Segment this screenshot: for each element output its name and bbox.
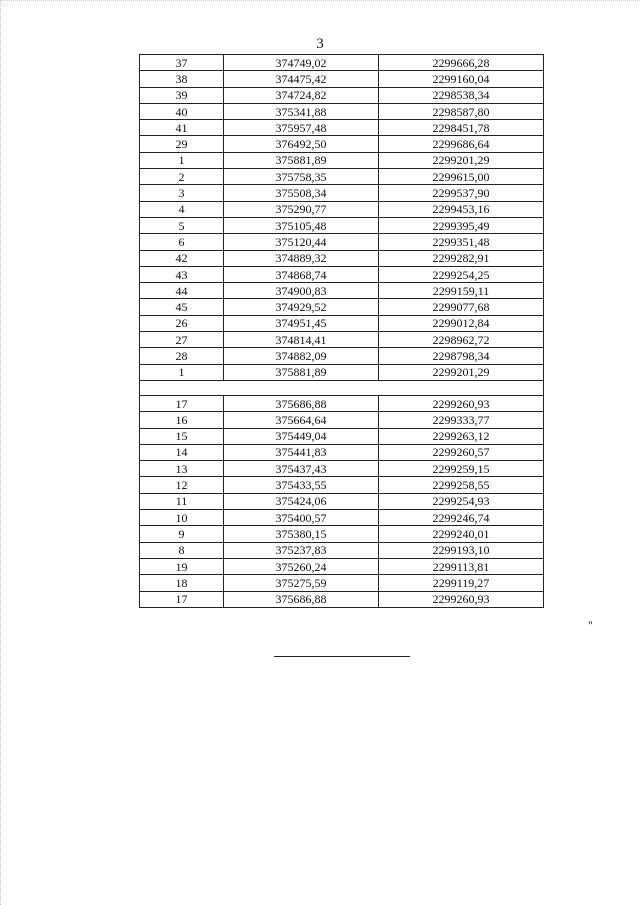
point-number-cell: 27 [140, 332, 224, 348]
table-row [140, 395, 544, 411]
table-row [140, 591, 544, 607]
x-coordinate-cell: 375380,15 [224, 526, 379, 542]
x-coordinate-cell: 375686,88 [224, 395, 379, 411]
table-row [140, 217, 544, 233]
table-row [140, 364, 544, 380]
table-row [140, 412, 544, 428]
point-number-cell: 17 [140, 395, 224, 411]
point-number-cell: 38 [140, 71, 224, 87]
table-row [140, 493, 544, 509]
table-row [140, 575, 544, 591]
y-coordinate-cell: 2298587,80 [379, 103, 544, 119]
y-coordinate-cell: 2299113,81 [379, 558, 544, 574]
point-number-cell: 28 [140, 348, 224, 364]
coordinates-table-body [140, 55, 544, 608]
x-coordinate-cell: 375290,77 [224, 201, 379, 217]
point-number-cell: 11 [140, 493, 224, 509]
y-coordinate-cell: 2299119,27 [379, 575, 544, 591]
scan-left-edge [0, 0, 3, 905]
y-coordinate-cell: 2299012,84 [379, 315, 544, 331]
point-number-cell: 42 [140, 250, 224, 266]
point-number-cell: 17 [140, 591, 224, 607]
y-coordinate-cell: 2299666,28 [379, 55, 544, 71]
x-coordinate-cell: 374951,45 [224, 315, 379, 331]
table-row [140, 169, 544, 185]
point-number-cell: 37 [140, 55, 224, 71]
table-row [140, 477, 544, 493]
x-coordinate-cell: 375105,48 [224, 217, 379, 233]
y-coordinate-cell: 2299201,29 [379, 152, 544, 168]
point-number-cell: 1 [140, 152, 224, 168]
table-row [140, 461, 544, 477]
point-number-cell: 9 [140, 526, 224, 542]
y-coordinate-cell: 2299351,48 [379, 234, 544, 250]
y-coordinate-cell: 2299246,74 [379, 510, 544, 526]
table-row [140, 152, 544, 168]
x-coordinate-cell: 375508,34 [224, 185, 379, 201]
point-number-cell: 2 [140, 169, 224, 185]
y-coordinate-cell: 2299193,10 [379, 542, 544, 558]
point-number-cell: 44 [140, 283, 224, 299]
y-coordinate-cell: 2299537,90 [379, 185, 544, 201]
y-coordinate-cell: 2299254,93 [379, 493, 544, 509]
y-coordinate-cell: 2298798,34 [379, 348, 544, 364]
point-number-cell: 6 [140, 234, 224, 250]
table-row [140, 299, 544, 315]
x-coordinate-cell: 374900,83 [224, 283, 379, 299]
x-coordinate-cell: 374814,41 [224, 332, 379, 348]
x-coordinate-cell: 375686,88 [224, 591, 379, 607]
table-row [140, 526, 544, 542]
table-row [140, 542, 544, 558]
point-number-cell: 4 [140, 201, 224, 217]
table-row [140, 185, 544, 201]
x-coordinate-cell: 374889,32 [224, 250, 379, 266]
y-coordinate-cell: 2299282,91 [379, 250, 544, 266]
y-coordinate-cell: 2299263,12 [379, 428, 544, 444]
x-coordinate-cell: 375449,04 [224, 428, 379, 444]
table-row [140, 250, 544, 266]
point-number-cell: 19 [140, 558, 224, 574]
scan-top-edge [0, 0, 640, 1]
table-row [140, 87, 544, 103]
x-coordinate-cell: 375881,89 [224, 152, 379, 168]
y-coordinate-cell: 2299615,00 [379, 169, 544, 185]
y-coordinate-cell: 2298538,34 [379, 87, 544, 103]
separator-cell [140, 380, 544, 395]
table-separator-row [140, 380, 544, 395]
point-number-cell: 15 [140, 428, 224, 444]
closing-quote-mark: " [588, 618, 593, 632]
table-row [140, 234, 544, 250]
y-coordinate-cell: 2299077,68 [379, 299, 544, 315]
point-number-cell: 3 [140, 185, 224, 201]
point-number-cell: 14 [140, 444, 224, 460]
point-number-cell: 26 [140, 315, 224, 331]
x-coordinate-cell: 376492,50 [224, 136, 379, 152]
x-coordinate-cell: 375437,43 [224, 461, 379, 477]
y-coordinate-cell: 2299453,16 [379, 201, 544, 217]
table-row [140, 71, 544, 87]
table-row [140, 444, 544, 460]
x-coordinate-cell: 374929,52 [224, 299, 379, 315]
y-coordinate-cell: 2299333,77 [379, 412, 544, 428]
x-coordinate-cell: 374882,09 [224, 348, 379, 364]
x-coordinate-cell: 375400,57 [224, 510, 379, 526]
table-row [140, 136, 544, 152]
x-coordinate-cell: 375957,48 [224, 120, 379, 136]
table-row [140, 120, 544, 136]
point-number-cell: 40 [140, 103, 224, 119]
table-row [140, 283, 544, 299]
x-coordinate-cell: 374475,42 [224, 71, 379, 87]
y-coordinate-cell: 2299159,11 [379, 283, 544, 299]
table-row [140, 558, 544, 574]
x-coordinate-cell: 375341,88 [224, 103, 379, 119]
point-number-cell: 43 [140, 266, 224, 282]
y-coordinate-cell: 2299395,49 [379, 217, 544, 233]
point-number-cell: 41 [140, 120, 224, 136]
point-number-cell: 10 [140, 510, 224, 526]
y-coordinate-cell: 2299260,93 [379, 395, 544, 411]
y-coordinate-cell: 2299686,64 [379, 136, 544, 152]
x-coordinate-cell: 375664,64 [224, 412, 379, 428]
x-coordinate-cell: 374749,02 [224, 55, 379, 71]
point-number-cell: 45 [140, 299, 224, 315]
point-number-cell: 8 [140, 542, 224, 558]
x-coordinate-cell: 375237,83 [224, 542, 379, 558]
table-row [140, 510, 544, 526]
table-row [140, 266, 544, 282]
y-coordinate-cell: 2298962,72 [379, 332, 544, 348]
point-number-cell: 39 [140, 87, 224, 103]
y-coordinate-cell: 2299201,29 [379, 364, 544, 380]
table-row [140, 315, 544, 331]
y-coordinate-cell: 2299259,15 [379, 461, 544, 477]
table-row [140, 103, 544, 119]
table-row [140, 428, 544, 444]
table-row [140, 348, 544, 364]
point-number-cell: 16 [140, 412, 224, 428]
x-coordinate-cell: 375424,06 [224, 493, 379, 509]
y-coordinate-cell: 2299260,57 [379, 444, 544, 460]
table-row [140, 332, 544, 348]
y-coordinate-cell: 2299260,93 [379, 591, 544, 607]
y-coordinate-cell: 2299258,55 [379, 477, 544, 493]
point-number-cell: 12 [140, 477, 224, 493]
x-coordinate-cell: 374724,82 [224, 87, 379, 103]
x-coordinate-cell: 375120,44 [224, 234, 379, 250]
point-number-cell: 1 [140, 364, 224, 380]
point-number-cell: 29 [140, 136, 224, 152]
table-row [140, 55, 544, 71]
point-number-cell: 5 [140, 217, 224, 233]
y-coordinate-cell: 2298451,78 [379, 120, 544, 136]
end-divider-line [274, 656, 410, 657]
page-number: 3 [316, 36, 324, 52]
x-coordinate-cell: 374868,74 [224, 266, 379, 282]
y-coordinate-cell: 2299240,01 [379, 526, 544, 542]
x-coordinate-cell: 375260,24 [224, 558, 379, 574]
point-number-cell: 13 [140, 461, 224, 477]
x-coordinate-cell: 375275,59 [224, 575, 379, 591]
x-coordinate-cell: 375441,83 [224, 444, 379, 460]
coordinates-table [139, 54, 544, 608]
y-coordinate-cell: 2299254,25 [379, 266, 544, 282]
x-coordinate-cell: 375433,55 [224, 477, 379, 493]
x-coordinate-cell: 375881,89 [224, 364, 379, 380]
table-row [140, 201, 544, 217]
point-number-cell: 18 [140, 575, 224, 591]
y-coordinate-cell: 2299160,04 [379, 71, 544, 87]
x-coordinate-cell: 375758,35 [224, 169, 379, 185]
